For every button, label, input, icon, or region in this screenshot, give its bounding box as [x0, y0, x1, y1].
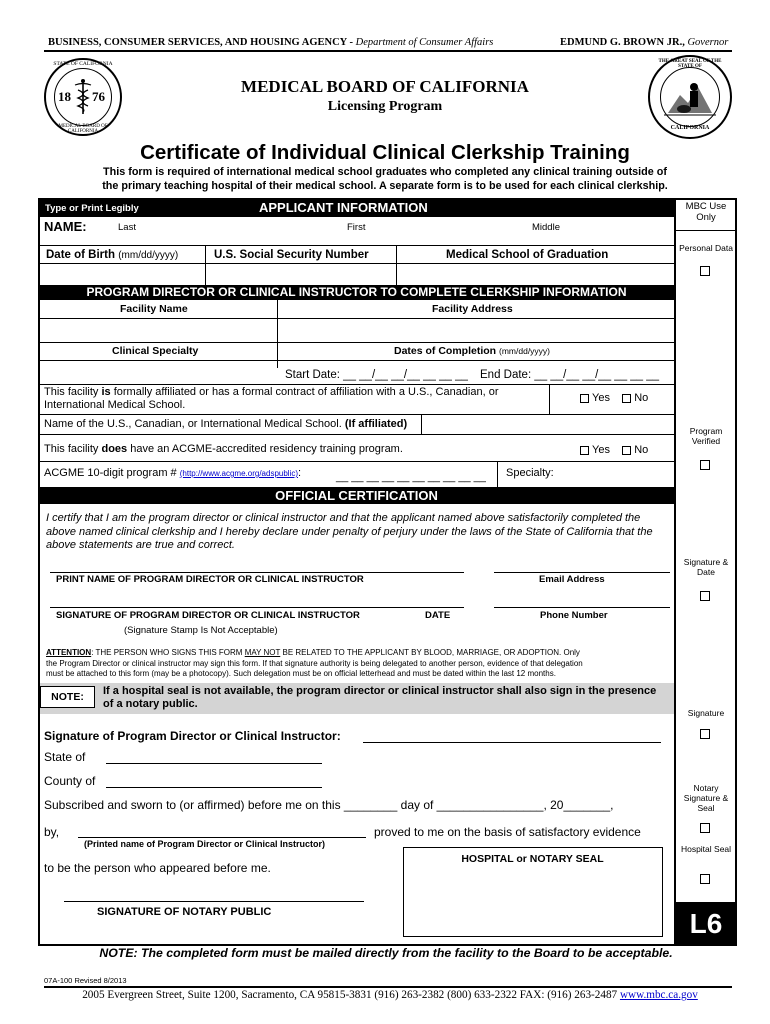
minerva-icon: [664, 73, 716, 121]
department-name: Department of Consumer Affairs: [355, 37, 494, 48]
personal-data-label: Personal Data: [679, 243, 733, 253]
left-seal-top-text: STATE OF CALIFORNIA: [53, 61, 113, 67]
type-or-print: Type or Print Legibly: [45, 203, 139, 214]
seal-box[interactable]: [403, 847, 663, 937]
acgme-yes[interactable]: Yes: [580, 444, 610, 456]
dob-format: (mm/dd/yyyy): [118, 250, 179, 261]
form-code: L6: [676, 902, 736, 945]
agency-line: [48, 37, 493, 48]
affiliated-school-field[interactable]: [423, 416, 672, 433]
footer-address: 2005 Evergreen Street, Suite 1200, Sacramento, CA 95815-3831 (916) 263-2382 (800) 633-2322 FAX: (916) 263-2487: [82, 989, 618, 1001]
applicant-section-title: APPLICANT INFORMATION: [259, 200, 428, 215]
form-title: Certificate of Individual Clinical Clerkship Training: [140, 141, 630, 164]
middle-name-label: Middle: [532, 222, 560, 233]
print-name-field[interactable]: [50, 560, 464, 572]
email-field[interactable]: [494, 560, 670, 572]
acgme-options: [580, 444, 648, 456]
dob-label: [46, 249, 178, 261]
print-name-label: PRINT NAME OF PROGRAM DIRECTOR OR CLINICAL INSTRUCTOR: [56, 574, 364, 585]
governor-name: EDMUND G. BROWN JR.,: [560, 37, 685, 48]
right-seal-bottom-text: CALIFORNIA: [670, 125, 710, 131]
applicant-name-field[interactable]: [118, 233, 672, 244]
notary-director-signature-field[interactable]: [363, 728, 661, 742]
seal-box-label: HOSPITAL or NOTARY SEAL: [461, 853, 604, 865]
notary-checkbox[interactable]: [700, 823, 710, 833]
end-date[interactable]: [480, 369, 659, 381]
signature-checkbox[interactable]: [700, 729, 710, 739]
program-name: Licensing Program: [327, 99, 443, 114]
signature-date-check-label: Signature & Date: [683, 557, 729, 577]
affiliation-no[interactable]: No: [622, 392, 648, 404]
attention-label: ATTENTION: [46, 648, 92, 657]
notary-check-label: Notary Signature & Seal: [683, 783, 729, 813]
clinical-specialty-label: Clinical Specialty: [112, 345, 199, 357]
acgme-number-blank[interactable]: __ __ __ __ __ __ __ __ __ __: [336, 471, 486, 483]
form-subtitle-line2: the primary teaching hospital of their medical school. A separate form is to be used for each clinical clerkship.: [102, 180, 668, 192]
left-seal-year-a: 18: [58, 89, 71, 104]
director-signature-field[interactable]: [50, 594, 464, 607]
checkbox-icon: [622, 394, 631, 403]
left-seal-bottom-text: MEDICAL BOARD OF CALIFORNIA: [58, 124, 108, 134]
applicant-section-bar: [39, 199, 674, 217]
checkbox-icon: [580, 394, 589, 403]
state-field[interactable]: [106, 750, 322, 763]
printed-name-field[interactable]: [78, 824, 366, 837]
note-label: NOTE:: [40, 686, 95, 708]
mail-note: NOTE: The completed form must be mailed directly from the facility to the Board to be acceptable.: [99, 946, 673, 960]
affiliation-yes[interactable]: Yes: [580, 392, 610, 404]
medical-school-field[interactable]: [398, 265, 672, 284]
governor-line: [560, 37, 728, 48]
right-seal-top-text: THE GREAT SEAL OF THE STATE OF: [658, 59, 722, 69]
agency-name: BUSINESS, CONSUMER SERVICES, AND HOUSING AGENCY -: [48, 37, 353, 48]
specialty-field[interactable]: [560, 464, 672, 484]
medical-school-label: Medical School of Graduation: [446, 249, 609, 261]
caduceus-icon: [74, 78, 92, 116]
stamp-note: (Signature Stamp Is Not Acceptable): [124, 625, 278, 636]
facility-name-field[interactable]: [41, 320, 275, 340]
left-seal-year-b: 76: [92, 89, 105, 104]
end-date-label: End Date:: [480, 369, 532, 381]
hospital-seal-checkbox[interactable]: [700, 874, 710, 884]
program-verified-checkbox[interactable]: [700, 460, 710, 470]
website-link[interactable]: www.mbc.ca.gov: [619, 989, 698, 1001]
board-name: MEDICAL BOARD OF CALIFORNIA: [241, 77, 529, 96]
proved-statement: proved to me on the basis of satisfactory evidence: [374, 825, 641, 839]
acgme-no[interactable]: No: [622, 444, 648, 456]
program-section-bar: [39, 285, 674, 300]
director-signature-label: SIGNATURE OF PROGRAM DIRECTOR OR CLINICAL INSTRUCTOR: [56, 610, 360, 621]
affiliation-question: This facility is formally affiliated or has a formal contract of affiliation with a U.S., Canadian, or International Medical School.: [44, 386, 499, 411]
dob-label-text: Date of Birth: [46, 249, 115, 261]
printed-name-note: (Printed name of Program Director or Clinical Instructor): [84, 839, 326, 849]
note-text: If a hospital seal is not available, the program director or clinical instructor shall also sign in the presence of a notary public.: [103, 685, 657, 710]
affiliated-school-label: Name of the U.S., Canadian, or International Medical School. (If affiliated): [44, 418, 408, 430]
facility-address-field[interactable]: [279, 320, 672, 340]
dates-completion-label: [394, 345, 550, 357]
facility-address-label: Facility Address: [432, 303, 513, 315]
start-date[interactable]: [285, 369, 468, 381]
personal-data-checkbox[interactable]: [700, 266, 710, 276]
acgme-number-label: ACGME 10-digit program # (http://www.acgme.org/adspublic):: [44, 467, 302, 479]
ssn-label: U.S. Social Security Number: [214, 249, 369, 261]
affiliation-options: [580, 392, 648, 404]
form-revision: 07A-100 Revised 8/2013: [44, 976, 127, 985]
county-field[interactable]: [106, 774, 322, 787]
dates-completion-format: (mm/dd/yyyy): [499, 346, 551, 356]
state-seal: [648, 55, 732, 139]
footer-rule: [44, 986, 732, 988]
attention-line1: ATTENTION: THE PERSON WHO SIGNS THIS FORM MAY NOT BE RELATED TO THE APPLICANT BY BLOOD, MARRIAGE, OR ADOPTION. Only: [46, 648, 580, 657]
signature-date-checkbox[interactable]: [700, 591, 710, 601]
program-section-title: PROGRAM DIRECTOR OR CLINICAL INSTRUCTOR TO COMPLETE CLERKSHIP INFORMATION: [86, 285, 627, 299]
medical-board-seal: [44, 58, 122, 136]
program-verified-label: Program Verified: [689, 426, 723, 446]
certification-section-bar: [39, 487, 674, 504]
notary-signature-field[interactable]: [64, 886, 364, 901]
start-date-label: Start Date:: [285, 369, 340, 381]
mbc-use-only: MBC Use Only: [685, 201, 727, 223]
acgme-link[interactable]: (http://www.acgme.org/adspublic): [179, 469, 299, 478]
checkbox-icon: [580, 446, 589, 455]
certification-statement: I certify that I am the program director or clinical instructor and that the applicant named above satisfactorily completed the above named clinical clerkship and I hereby declare under penalty of perjury under the laws of the State of California that the above statements are true and correct.: [46, 512, 653, 551]
by-label: by,: [44, 825, 60, 839]
attention-line2: the Program Director or clinical instructor may sign this form. If that signature authority is being delegated to another person, evidence of that delegation: [46, 659, 583, 668]
notary-signature-label: Signature of Program Director or Clinical Instructor:: [44, 729, 341, 743]
notary-signature-label-text: SIGNATURE OF NOTARY PUBLIC: [97, 906, 272, 918]
subscribed-statement[interactable]: Subscribed and sworn to (or affirmed) before me on this ________ day of ________________, 20_______,: [44, 798, 614, 812]
facility-name-label: Facility Name: [120, 303, 188, 315]
start-date-blank: __ __/__ __/__ __ __ __: [343, 369, 468, 381]
checkbox-icon: [622, 446, 631, 455]
signature-date-label: DATE: [425, 610, 451, 621]
appeared-statement: to be the person who appeared before me.: [44, 861, 271, 875]
name-label: NAME:: [44, 219, 87, 234]
dob-field[interactable]: [41, 265, 203, 284]
form-subtitle-line1: This form is required of international medical school graduates who completed any clinical training outside of: [103, 166, 667, 178]
attention-line3: must be attached to this form (may be a photocopy). Such delegation must be on official letterhead and must be dated within the last 12 months.: [46, 669, 556, 678]
certification-section-title: OFFICIAL CERTIFICATION: [275, 488, 438, 503]
first-name-label: First: [347, 222, 366, 233]
phone-field[interactable]: [494, 594, 670, 607]
clinical-specialty-field[interactable]: [41, 362, 275, 384]
header-rule: [44, 50, 732, 52]
footer-address-line: [40, 989, 740, 1001]
county-of-label: County of: [44, 774, 96, 788]
end-date-blank: __ __/__ __/__ __ __ __: [534, 369, 660, 381]
email-label: Email Address: [539, 574, 605, 585]
ssn-field[interactable]: [207, 265, 394, 284]
hospital-seal-check-label: Hospital Seal: [680, 844, 732, 854]
specialty-label: Specialty:: [506, 467, 554, 479]
governor-title: Governor: [687, 37, 729, 48]
dates-completion-text: Dates of Completion: [394, 345, 497, 357]
last-name-label: Last: [118, 222, 136, 233]
acgme-question: This facility does have an ACGME-accredited residency training program.: [44, 443, 403, 455]
signature-check-label: Signature: [687, 708, 725, 718]
state-of-label: State of: [44, 750, 86, 764]
phone-label: Phone Number: [540, 610, 608, 621]
